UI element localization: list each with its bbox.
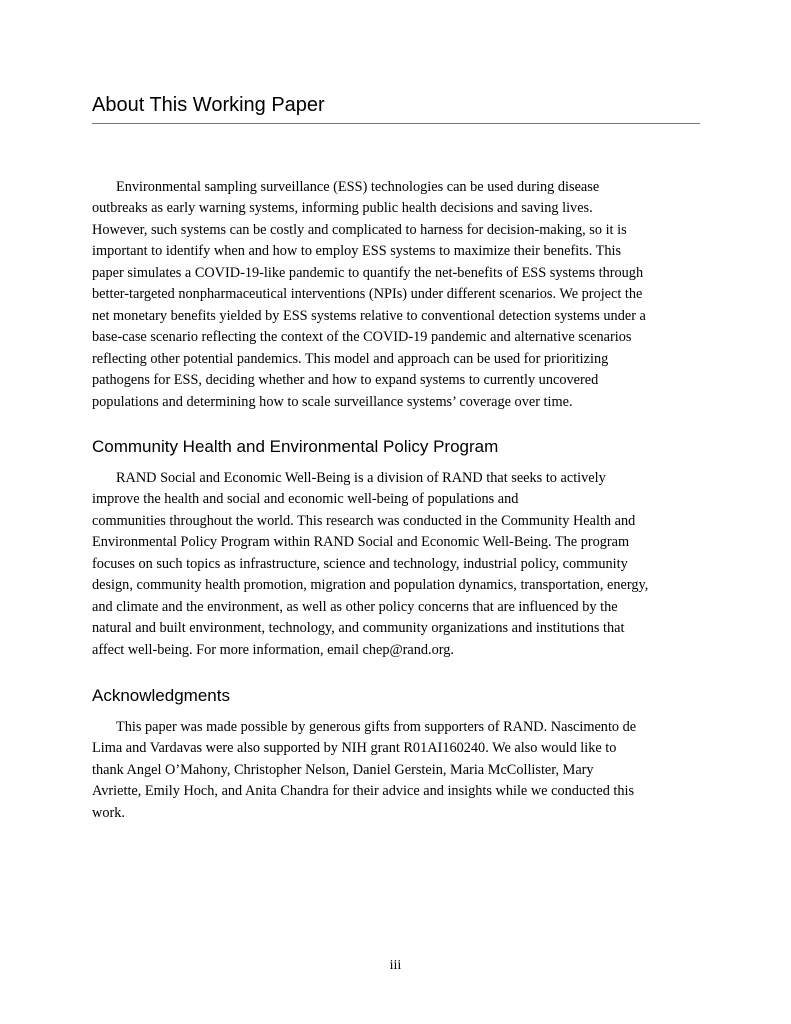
acknowledgments-line: Avriette, Emily Hoch, and Anita Chandra for their advice and insights while we conducted this — [92, 783, 635, 800]
program-line: natural and built environment, technology, and community organizations and institutions that — [92, 620, 625, 637]
acknowledgments-line: This paper was made possible by generous gifts from supporters of RAND. Nascimento de — [116, 719, 637, 735]
abstract-paragraph — [92, 177, 700, 413]
page-title: About This Working Paper — [92, 94, 325, 116]
program-section-heading: Community Health and Environmental Policy Program — [92, 437, 499, 456]
abstract-line: important to identify when and how to employ ESS systems to maximize their benefits. This — [92, 243, 622, 260]
program-line: communities throughout the world. This research was conducted in the Community Health and — [92, 512, 636, 529]
acknowledgments-heading: Acknowledgments — [92, 686, 230, 705]
page-number: iii — [389, 958, 402, 973]
program-line: affect well-being. For more information, email chep@rand.org. — [92, 641, 455, 658]
acknowledgments-line: work. — [92, 804, 125, 821]
abstract-line: However, such systems can be costly and complicated to harness for decision-making, so it is — [92, 221, 627, 238]
abstract-line: populations and determining how to scale surveillance systems’ coverage over time. — [92, 393, 573, 410]
abstract-line: base-case scenario reflecting the context of the COVID-19 pandemic and alternative scenarios — [92, 329, 632, 346]
program-paragraph — [92, 468, 700, 661]
abstract-line: outbreaks as early warning systems, informing public health decisions and saving lives. — [92, 200, 593, 217]
program-line: Environmental Policy Program within RAND Social and Economic Well-Being. The program — [92, 534, 630, 551]
title-divider — [92, 123, 700, 124]
abstract-line: better-targeted nonpharmaceutical interventions (NPIs) under different scenarios. We project the — [92, 286, 643, 303]
abstract-line: paper simulates a COVID-19-like pandemic to quantify the net-benefits of ESS systems through — [92, 264, 644, 281]
abstract-line: Environmental sampling surveillance (ESS) technologies can be used during disease — [116, 179, 600, 195]
acknowledgments-line: thank Angel O’Mahony, Christopher Nelson, Daniel Gerstein, Maria McCollister, Mary — [92, 761, 594, 778]
program-line: and climate and the environment, as well as other policy concerns that are influenced by the — [92, 598, 618, 615]
acknowledgments-paragraph — [92, 717, 700, 824]
program-line: RAND Social and Economic Well-Being is a division of RAND that seeks to actively — [116, 470, 606, 486]
abstract-line: pathogens for ESS, deciding whether and how to expand systems to currently uncovered — [92, 372, 599, 389]
program-line: improve the health and social and economic well-being of populations and — [92, 491, 519, 508]
program-line: focuses on such topics as infrastructure, science and technology, industrial policy, community — [92, 555, 628, 572]
acknowledgments-line: Lima and Vardavas were also supported by NIH grant R01AI160240. We also would like to — [92, 740, 617, 757]
abstract-line: net monetary benefits yielded by ESS systems relative to conventional detection systems under a — [92, 307, 646, 324]
program-line: design, community health promotion, migration and population dynamics, transportation, energy, — [92, 577, 649, 594]
abstract-line: reflecting other potential pandemics. This model and approach can be used for prioritizing — [92, 350, 609, 367]
